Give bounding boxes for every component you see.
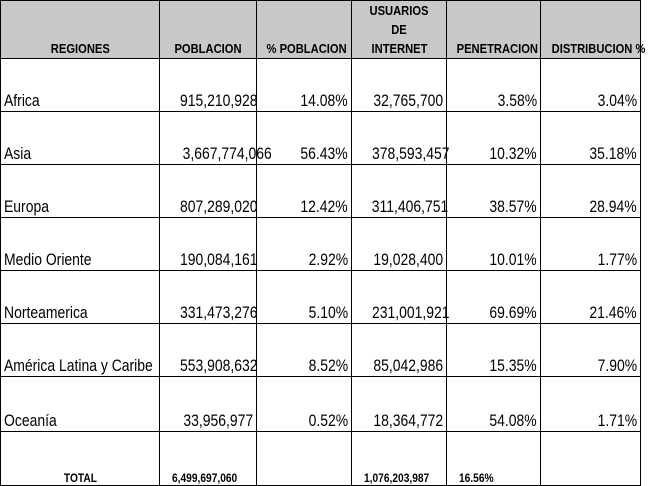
header-poblacion: POBLACION xyxy=(160,1,257,59)
table-row xyxy=(1,271,641,324)
cell-poblacion: 553,908,632 xyxy=(160,324,257,377)
cell-pct-poblacion: 2.92% xyxy=(257,218,352,271)
cell-pct-poblacion: 0.52% xyxy=(257,377,352,432)
cell-penetracion: 69.69% xyxy=(447,271,541,324)
cell-pct-poblacion: 8.52% xyxy=(257,324,352,377)
cell-usuarios: 85,042,986 xyxy=(352,324,447,377)
cell-penetracion: 10.32% xyxy=(447,112,541,165)
total-row xyxy=(1,432,641,486)
cell-poblacion: 807,289,020 xyxy=(160,165,257,218)
cell-penetracion: 54.08% xyxy=(447,377,541,432)
cell-usuarios: 32,765,700 xyxy=(352,59,447,112)
cell-distribucion: 28.94% xyxy=(541,165,641,218)
cell-pct-poblacion: 5.10% xyxy=(257,271,352,324)
cell-penetracion: 10.01% xyxy=(447,218,541,271)
cell-pct-poblacion: 12.42% xyxy=(257,165,352,218)
cell-penetracion: 3.58% xyxy=(447,59,541,112)
cell-pct-poblacion: 56.43% xyxy=(257,112,352,165)
cell-distribucion: 35.18% xyxy=(541,112,641,165)
total-penetracion: 16.56% xyxy=(447,432,541,486)
cell-region: Medio Oriente xyxy=(1,218,160,271)
cell-region: América Latina y Caribe xyxy=(1,324,160,377)
table-row xyxy=(1,324,641,377)
cell-usuarios: 19,028,400 xyxy=(352,218,447,271)
total-poblacion: 6,499,697,060 xyxy=(160,432,257,486)
cell-usuarios: 231,001,921 xyxy=(352,271,447,324)
cell-pct-poblacion: 14.08% xyxy=(257,59,352,112)
header-regiones: REGIONES xyxy=(1,1,160,59)
cell-distribucion: 1.71% xyxy=(541,377,641,432)
cell-region: Norteamerica xyxy=(1,271,160,324)
cell-distribucion: 21.46% xyxy=(541,271,641,324)
cell-poblacion: 33,956,977 xyxy=(160,377,257,432)
cell-distribucion: 3.04% xyxy=(541,59,641,112)
cell-usuarios: 18,364,772 xyxy=(352,377,447,432)
cell-distribucion: 7.90% xyxy=(541,324,641,377)
cell-penetracion: 38.57% xyxy=(447,165,541,218)
total-distribucion-empty xyxy=(541,432,641,486)
cell-usuarios: 378,593,457 xyxy=(352,112,447,165)
cell-poblacion: 915,210,928 xyxy=(160,59,257,112)
cell-poblacion: 331,473,276 xyxy=(160,271,257,324)
cell-distribucion: 1.77% xyxy=(541,218,641,271)
cell-penetracion: 15.35% xyxy=(447,324,541,377)
header-pct-poblacion: % POBLACION xyxy=(257,1,352,59)
header-usuarios-internet: USUARIOS DE INTERNET xyxy=(352,1,447,59)
table-row xyxy=(1,59,641,112)
cell-poblacion: 3,667,774,066 xyxy=(160,112,257,165)
cell-usuarios: 311,406,751 xyxy=(352,165,447,218)
table-row xyxy=(1,112,641,165)
header-row xyxy=(1,1,641,59)
total-label: TOTAL xyxy=(1,432,160,486)
table-row xyxy=(1,218,641,271)
total-usuarios: 1,076,203,987 xyxy=(352,432,447,486)
header-penetracion: PENETRACION xyxy=(447,1,541,59)
cell-region: Europa xyxy=(1,165,160,218)
cell-region: Asia xyxy=(1,112,160,165)
cell-region: Africa xyxy=(1,59,160,112)
table-row xyxy=(1,377,641,432)
total-pct-poblacion-empty xyxy=(257,432,352,486)
cell-region: Oceanía xyxy=(1,377,160,432)
header-distribucion: DISTRIBUCION % xyxy=(541,1,641,59)
cell-poblacion: 190,084,161 xyxy=(160,218,257,271)
table-row xyxy=(1,165,641,218)
